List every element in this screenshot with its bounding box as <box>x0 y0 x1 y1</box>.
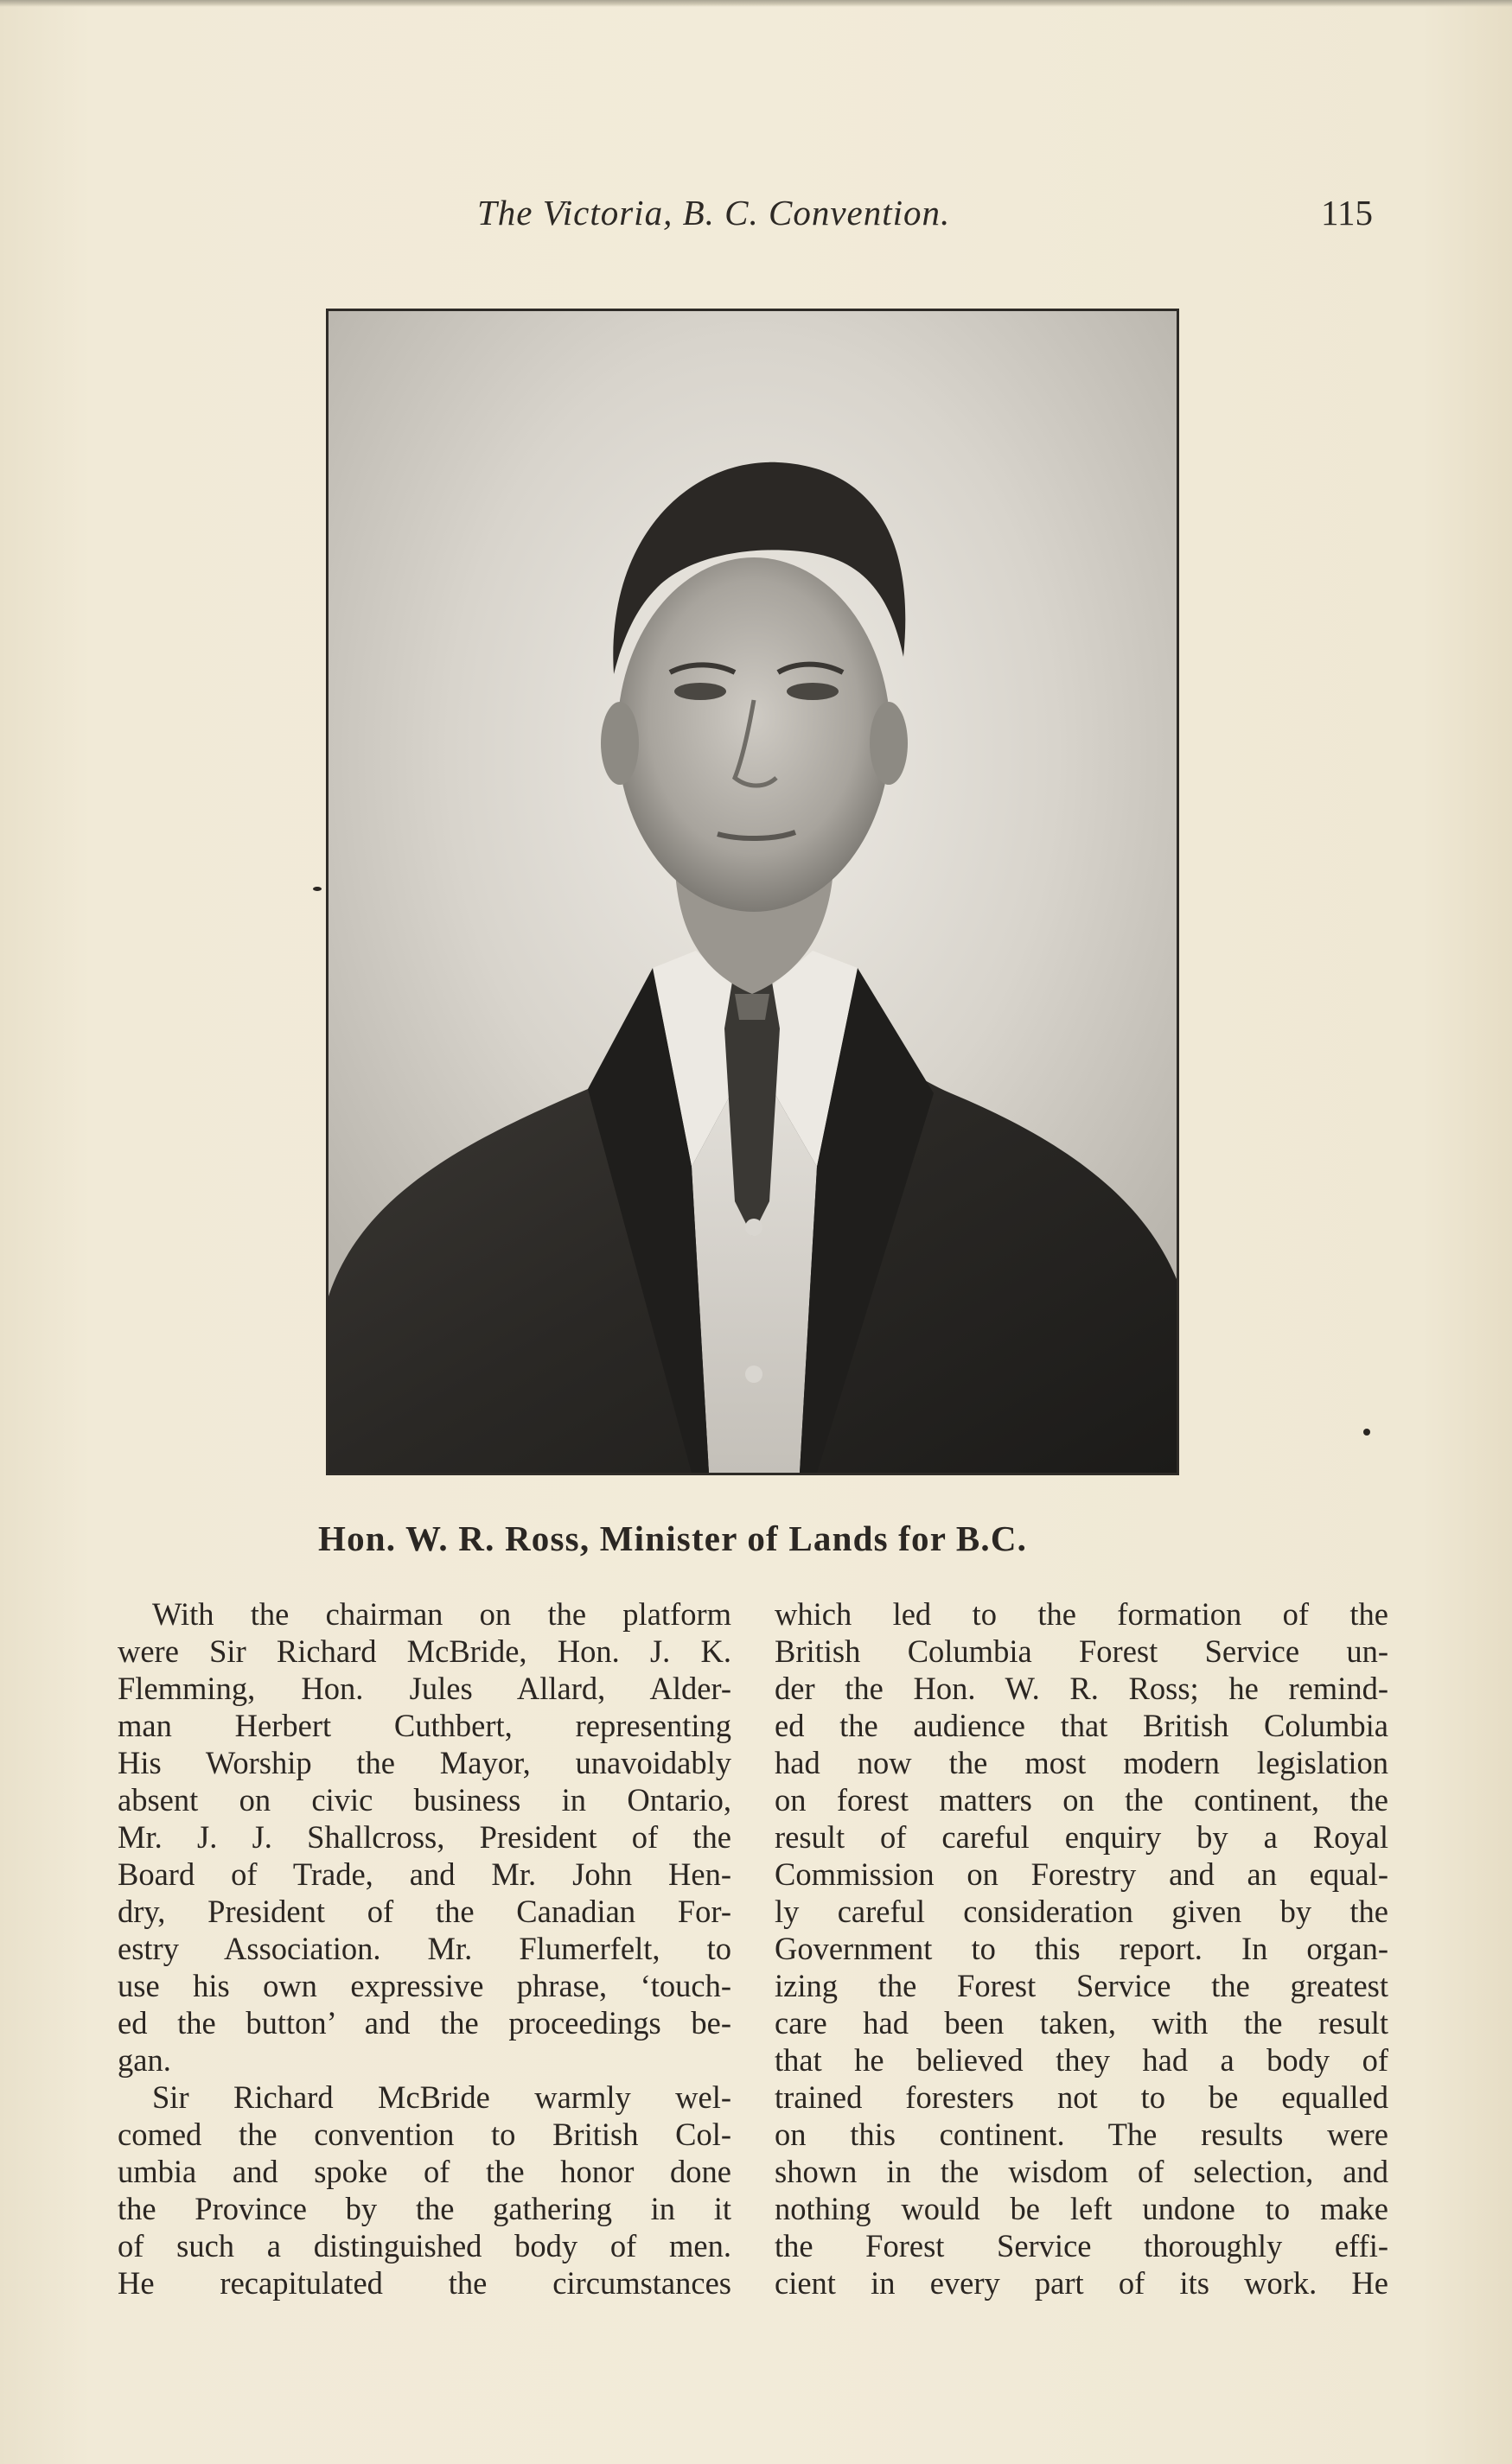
page-number: 115 <box>1321 193 1373 232</box>
text-line: gan. <box>118 2042 171 2078</box>
text-line: the Forest Service thoroughly effi- <box>775 2228 1388 2263</box>
text-line: shown in the wisdom of selection, and <box>775 2154 1388 2189</box>
text-line: which led to the formation of the <box>775 1596 1388 1632</box>
text-line: izing the Forest Service the greatest <box>775 1968 1388 2003</box>
text-line: on forest matters on the continent, the <box>775 1782 1388 1818</box>
text-line: Board of Trade, and Mr. John Hen- <box>118 1856 731 1892</box>
text-line: British Columbia Forest Service un- <box>775 1633 1388 1669</box>
text-line: Commission on Forestry and an equal- <box>775 1856 1388 1892</box>
text-line: Mr. J. J. Shallcross, President of the <box>118 1819 731 1855</box>
text-line: estry Association. Mr. Flumerfelt, to <box>118 1931 731 1966</box>
text-line: of such a distinguished body of men. <box>118 2228 731 2263</box>
text-line: man Herbert Cuthbert, representing <box>118 1708 731 1743</box>
text-line: Government to this report. In organ- <box>775 1931 1388 1966</box>
text-line: the Province by the gathering in it <box>118 2191 731 2226</box>
text-line: on this continent. The results were <box>775 2117 1388 2152</box>
text-column-right <box>775 1595 1388 2302</box>
figure-caption: Hon. W. R. Ross, Minister of Lands for B.C. <box>318 1519 1028 1558</box>
text-line: use his own expressive phrase, ‘touch- <box>118 1968 731 2003</box>
text-line: dry, President of the Canadian For- <box>118 1894 731 1929</box>
print-speck <box>313 887 322 891</box>
text-line: that he believed they had a body of <box>775 2042 1388 2078</box>
text-line: had now the most modern legislation <box>775 1745 1388 1780</box>
text-line: result of careful enquiry by a Royal <box>775 1819 1388 1855</box>
text-line: umbia and spoke of the honor done <box>118 2154 731 2189</box>
text-line: trained foresters not to be equalled <box>775 2079 1388 2115</box>
text-line: With the chairman on the platform <box>152 1596 731 1632</box>
text-line: comed the convention to British Col- <box>118 2117 731 2152</box>
print-speck <box>1363 1429 1370 1436</box>
text-line: absent on civic business in Ontario, <box>118 1782 731 1818</box>
text-column-left <box>118 1595 731 2302</box>
page-top-edge <box>0 0 1512 7</box>
text-line: nothing would be left undone to make <box>775 2191 1388 2226</box>
text-line: cient in every part of its work. He <box>775 2265 1388 2301</box>
text-line: ed the audience that British Columbia <box>775 1708 1388 1743</box>
text-line: Flemming, Hon. Jules Allard, Alder- <box>118 1671 731 1706</box>
text-line: ed the button’ and the proceedings be- <box>118 2005 731 2041</box>
text-line: Sir Richard McBride warmly wel- <box>152 2079 731 2115</box>
text-line: His Worship the Mayor, unavoidably <box>118 1745 731 1780</box>
text-line: were Sir Richard McBride, Hon. J. K. <box>118 1633 731 1669</box>
portrait-image <box>329 311 1177 1473</box>
text-line: ly careful consideration given by the <box>775 1894 1388 1929</box>
text-line: care had been taken, with the result <box>775 2005 1388 2041</box>
running-head: The Victoria, B. C. Convention. <box>477 193 951 232</box>
text-line: He recapitulated the circumstances <box>118 2265 731 2301</box>
portrait-photograph <box>326 309 1179 1475</box>
text-line: der the Hon. W. R. Ross; he remind- <box>775 1671 1388 1706</box>
